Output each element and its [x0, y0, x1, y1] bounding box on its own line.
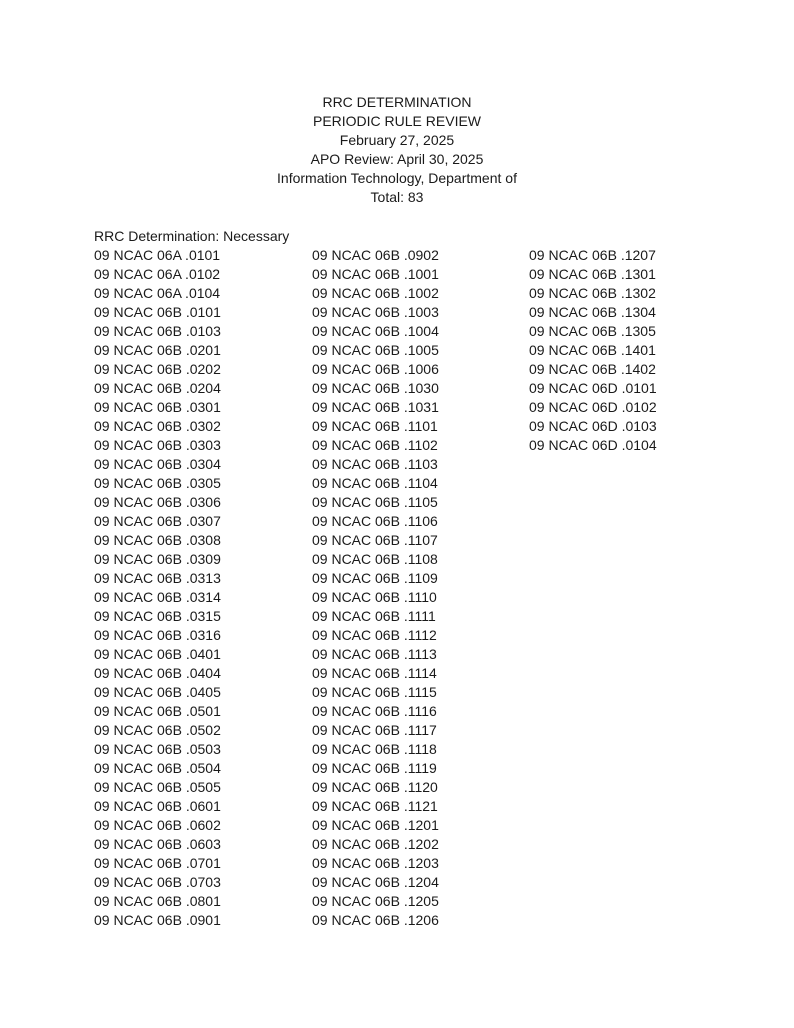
- rule-citation: 09 NCAC 06B .0305: [94, 475, 221, 491]
- rule-citation: 09 NCAC 06D .0103: [529, 418, 657, 434]
- rule-citation: 09 NCAC 06B .0703: [94, 874, 221, 890]
- rule-citation: 09 NCAC 06B .0505: [94, 779, 221, 795]
- rule-citation: 09 NCAC 06B .1109: [312, 570, 438, 586]
- rule-citation: 09 NCAC 06B .0302: [94, 418, 221, 434]
- rule-citation: 09 NCAC 06A .0104: [94, 285, 221, 301]
- rule-citation: 09 NCAC 06B .1115: [312, 684, 437, 700]
- rule-citation: 09 NCAC 06B .1101: [312, 418, 438, 434]
- rule-citation: 09 NCAC 06D .0102: [529, 399, 657, 415]
- rule-citation: 09 NCAC 06B .0401: [94, 646, 221, 662]
- rule-citation: 09 NCAC 06B .1102: [312, 437, 438, 453]
- rule-citation: 09 NCAC 06B .0204: [94, 380, 221, 396]
- rule-citation: 09 NCAC 06B .0603: [94, 836, 221, 852]
- rule-citation: 09 NCAC 06B .1205: [312, 893, 439, 909]
- rule-citation: 09 NCAC 06B .1112: [312, 627, 437, 643]
- rule-citation: 09 NCAC 06B .1305: [529, 323, 656, 339]
- rule-citation: 09 NCAC 06B .1121: [312, 798, 438, 814]
- rule-citation: 09 NCAC 06B .1001: [312, 266, 439, 282]
- determination-label: RRC Determination: Necessary: [94, 228, 290, 244]
- rule-citation: 09 NCAC 06B .0316: [94, 627, 221, 643]
- rule-citation: 09 NCAC 06B .1004: [312, 323, 439, 339]
- rule-citation: 09 NCAC 06B .0602: [94, 817, 221, 833]
- rule-citation: 09 NCAC 06B .0901: [94, 912, 221, 928]
- rule-citation: 09 NCAC 06B .0601: [94, 798, 221, 814]
- rule-citation: 09 NCAC 06B .0902: [312, 247, 439, 263]
- rule-citation: 09 NCAC 06B .1103: [312, 456, 438, 472]
- rule-citation: 09 NCAC 06B .1110: [312, 589, 437, 605]
- rule-citation: 09 NCAC 06B .1401: [529, 342, 656, 358]
- header-total: Total: 83: [370, 189, 424, 205]
- rule-citation: 09 NCAC 06B .1104: [312, 475, 438, 491]
- rule-citation: 09 NCAC 06B .1117: [312, 722, 437, 738]
- rule-citation: 09 NCAC 06B .0405: [94, 684, 221, 700]
- rule-citation: 09 NCAC 06B .1119: [312, 760, 437, 776]
- rule-citation: 09 NCAC 06B .0307: [94, 513, 221, 529]
- rule-citation: 09 NCAC 06B .0801: [94, 893, 221, 909]
- rule-citation: 09 NCAC 06B .1202: [312, 836, 439, 852]
- rule-citation: 09 NCAC 06B .1201: [312, 817, 439, 833]
- rule-citation: 09 NCAC 06B .0101: [94, 304, 221, 320]
- rule-citation: 09 NCAC 06B .1030: [312, 380, 439, 396]
- header-agency: Information Technology, Department of: [277, 170, 517, 186]
- rule-citation: 09 NCAC 06B .0503: [94, 741, 221, 757]
- rule-citation: 09 NCAC 06A .0101: [94, 247, 221, 263]
- rule-citation: 09 NCAC 06B .1107: [312, 532, 438, 548]
- rule-column-2: [312, 246, 439, 930]
- rule-citation: 09 NCAC 06B .0202: [94, 361, 221, 377]
- rule-citation: 09 NCAC 06D .0104: [529, 437, 657, 453]
- rule-citation: 09 NCAC 06B .1106: [312, 513, 438, 529]
- rule-citation: 09 NCAC 06B .1114: [312, 665, 437, 681]
- rule-citation: 09 NCAC 06B .1105: [312, 494, 438, 510]
- rule-citation: 09 NCAC 06B .1006: [312, 361, 439, 377]
- rule-citation: 09 NCAC 06B .0304: [94, 456, 221, 472]
- rule-citation: 09 NCAC 06B .0313: [94, 570, 221, 586]
- rule-citation: 09 NCAC 06A .0102: [94, 266, 221, 282]
- rule-citation: 09 NCAC 06B .0308: [94, 532, 221, 548]
- rule-citation: 09 NCAC 06B .1111: [312, 608, 436, 624]
- rule-citation: 09 NCAC 06B .1108: [312, 551, 438, 567]
- rule-citation: 09 NCAC 06B .0303: [94, 437, 221, 453]
- rule-citation: 09 NCAC 06B .1206: [312, 912, 439, 928]
- rule-citation: 09 NCAC 06B .0502: [94, 722, 221, 738]
- rule-citation: 09 NCAC 06D .0101: [529, 380, 657, 396]
- rule-citation: 09 NCAC 06B .1304: [529, 304, 656, 320]
- rule-citation: 09 NCAC 06B .0309: [94, 551, 221, 567]
- rule-citation: 09 NCAC 06B .1031: [312, 399, 439, 415]
- rule-citation: 09 NCAC 06B .1002: [312, 285, 439, 301]
- rule-citation: 09 NCAC 06B .1302: [529, 285, 656, 301]
- rule-citation: 09 NCAC 06B .0103: [94, 323, 221, 339]
- rule-citation: 09 NCAC 06B .1402: [529, 361, 656, 377]
- rule-column-3: [529, 246, 657, 455]
- rule-citation: 09 NCAC 06B .0314: [94, 589, 221, 605]
- rule-citation: 09 NCAC 06B .1118: [312, 741, 437, 757]
- rule-citation: 09 NCAC 06B .0306: [94, 494, 221, 510]
- rule-citation: 09 NCAC 06B .1203: [312, 855, 439, 871]
- header-subtitle: PERIODIC RULE REVIEW: [312, 113, 482, 129]
- rule-citation: 09 NCAC 06B .0504: [94, 760, 221, 776]
- header-title: RRC DETERMINATION: [322, 94, 472, 110]
- header-apo-review: APO Review: April 30, 2025: [310, 151, 484, 167]
- header-date: February 27, 2025: [339, 132, 455, 148]
- rule-citation: 09 NCAC 06B .1005: [312, 342, 439, 358]
- rule-citation: 09 NCAC 06B .0201: [94, 342, 221, 358]
- document-header: [0, 93, 794, 207]
- rule-citation: 09 NCAC 06B .1301: [529, 266, 656, 282]
- rule-citation: 09 NCAC 06B .1116: [312, 703, 437, 719]
- rule-citation: 09 NCAC 06B .1120: [312, 779, 438, 795]
- rule-citation: 09 NCAC 06B .0701: [94, 855, 221, 871]
- rule-citation: 09 NCAC 06B .1113: [312, 646, 437, 662]
- rule-citation: 09 NCAC 06B .1204: [312, 874, 439, 890]
- rule-citation: 09 NCAC 06B .1207: [529, 247, 656, 263]
- rule-citation: 09 NCAC 06B .0301: [94, 399, 221, 415]
- rule-citation: 09 NCAC 06B .1003: [312, 304, 439, 320]
- rule-column-1: [94, 246, 221, 930]
- rule-citation: 09 NCAC 06B .0404: [94, 665, 221, 681]
- rule-citation: 09 NCAC 06B .0501: [94, 703, 221, 719]
- rule-citation: 09 NCAC 06B .0315: [94, 608, 221, 624]
